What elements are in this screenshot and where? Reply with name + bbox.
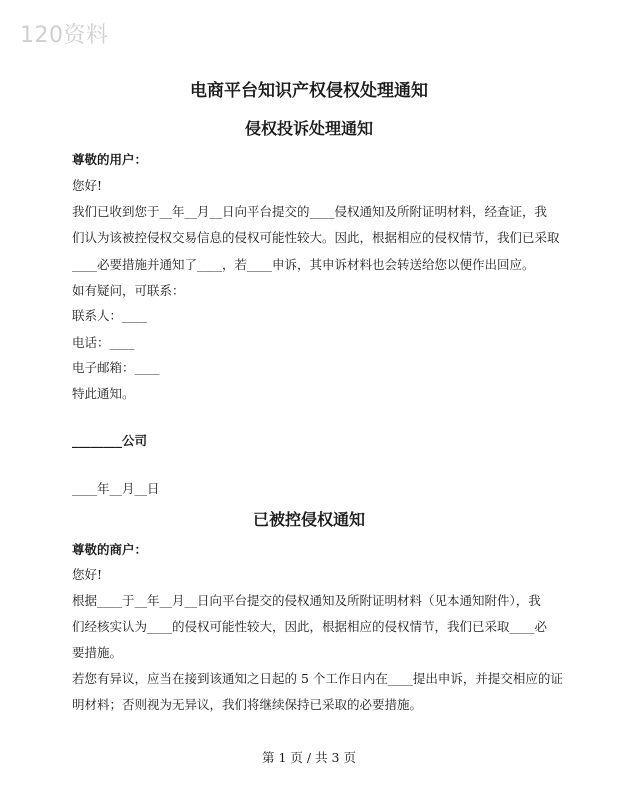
contact-email: 电子邮箱：____: [72, 360, 160, 375]
watermark: 120资料: [20, 23, 109, 48]
section2-para1-line2: 们经核实认为____的侵权可能性较大，因此，根据相应的侵权情节，我们已采取____必: [72, 619, 548, 634]
section1-date: ____年__月__日: [72, 481, 160, 496]
section1-para1-line3: ____必要措施并通知了____，若____申诉，其申诉材料也会转送给您以便作出回应。: [72, 257, 535, 272]
page-footer: 第 1 页 / 共 3 页: [262, 750, 356, 765]
section1-para1-line2: 们认为该被控侵权交易信息的侵权可能性较大。因此，根据相应的侵权情节，我们已采取: [72, 230, 560, 245]
section2-salutation: 尊敬的商户：: [72, 542, 148, 557]
contact-intro: 如有疑问，可联系：: [72, 283, 185, 298]
document-title: 电商平台知识产权侵权处理通知: [190, 81, 428, 101]
section1-greeting: 您好!: [72, 178, 103, 193]
section2-para2-line1: 若您有异议，应当在接到该通知之日起的 5 个工作日内在____提出申诉，并提交相应的证: [72, 671, 563, 686]
section1-closing: 特此通知。: [72, 386, 135, 401]
section2-para2-line2: 明材料；否则视为无异议，我们将继续保持已采取的必要措施。: [72, 697, 423, 712]
section2-greeting: 您好!: [72, 567, 103, 582]
section1-para1-line1: 我们已收到您于__年__月__日向平台提交的____侵权通知及所附证明材料，经查证，我: [72, 204, 548, 219]
section2-para1-line3: 要措施。: [72, 645, 123, 660]
contact-phone: 电话：____: [72, 335, 135, 350]
section2-para1-line1: 根据____于__年__月__日向平台提交的侵权通知及所附证明材料（见本通知附件），我: [72, 593, 541, 608]
section1-salutation: 尊敬的用户：: [72, 152, 148, 167]
section2-heading: 已被控侵权通知: [252, 510, 365, 529]
company-signature: ________公司: [72, 433, 148, 448]
contact-person: 联系人：____: [72, 308, 148, 323]
section1-heading: 侵权投诉处理通知: [244, 119, 373, 138]
